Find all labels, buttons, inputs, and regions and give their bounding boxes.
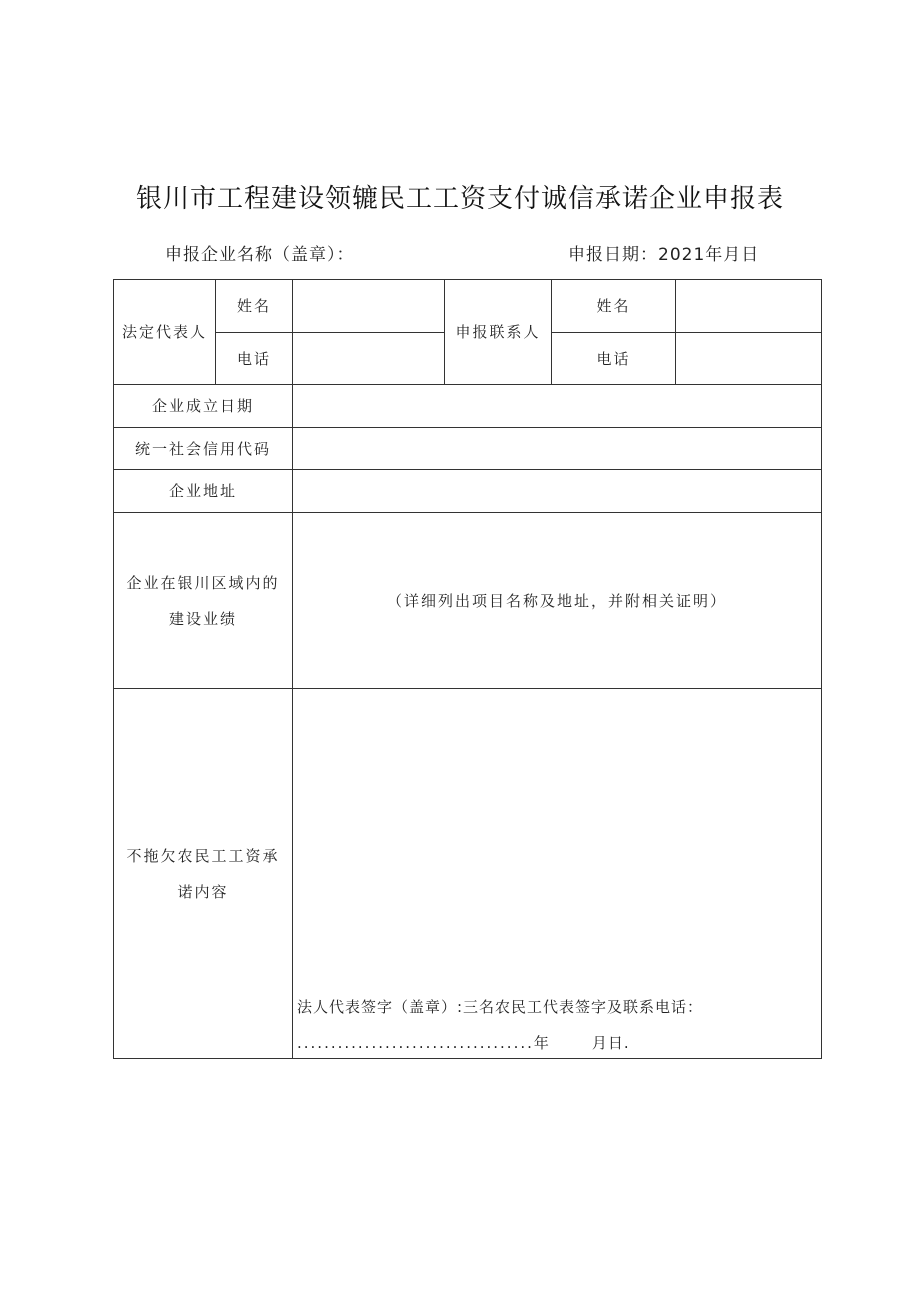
credit-code-field[interactable]: [293, 428, 822, 470]
year-label: 年: [533, 1034, 550, 1052]
founding-date-field[interactable]: [293, 385, 822, 428]
credit-code-label: 统一社会信用代码: [114, 428, 293, 470]
contact-phone-field[interactable]: [676, 333, 822, 385]
legal-rep-name-label: 姓名: [216, 280, 293, 333]
contact-label: 申报联系人: [445, 280, 552, 385]
founding-date-label: 企业成立日期: [114, 385, 293, 428]
form-title: 银川市工程建设领辘民工工资支付诚信承诺企业申报表: [135, 184, 784, 214]
pledge-field[interactable]: [293, 689, 822, 1059]
address-field[interactable]: [293, 470, 822, 513]
company-name-label: 申报企业名称（盖章）：: [165, 245, 355, 265]
performance-label: 企业在银川区域内的建设业绩: [114, 513, 293, 689]
application-form-table: [113, 279, 822, 1059]
legal-rep-phone-field[interactable]: [293, 333, 445, 385]
signature-date-line: [297, 1031, 630, 1055]
report-date-label: 申报日期：2021年月日: [568, 245, 760, 265]
contact-name-label: 姓名: [552, 280, 676, 333]
dotted-line: ...................................: [297, 1034, 534, 1052]
pledge-label: 不拖欠农民工工资承诺内容: [114, 689, 293, 1059]
legal-rep-label: 法定代表人: [114, 280, 216, 385]
signature-line: 法人代表签字（盖章）:三名农民工代表签字及联系电话：: [297, 998, 704, 1016]
legal-rep-name-field[interactable]: [293, 280, 445, 333]
contact-phone-label: 电话: [552, 333, 676, 385]
legal-rep-phone-label: 电话: [216, 333, 293, 385]
contact-name-field[interactable]: [676, 280, 822, 333]
performance-field[interactable]: [293, 513, 822, 689]
address-label: 企业地址: [114, 470, 293, 513]
month-day-label: 月日.: [591, 1034, 630, 1052]
performance-hint: （详细列出项目名称及地址，并附相关证明）: [386, 591, 727, 610]
